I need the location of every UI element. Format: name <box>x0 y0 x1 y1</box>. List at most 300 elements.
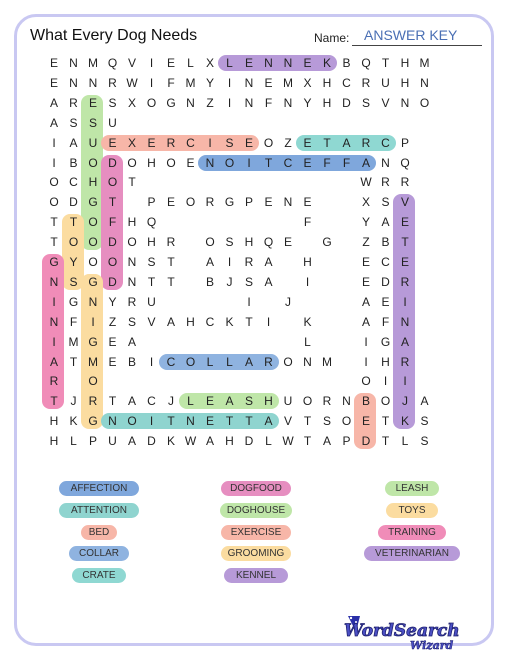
grid-letter: L <box>226 56 233 70</box>
grid-letter: G <box>68 294 79 309</box>
word-bank-training: TRAINING <box>378 525 446 540</box>
grid-letter: I <box>149 414 154 429</box>
grid-letter: I <box>364 354 368 369</box>
grid-letter: E <box>108 334 117 349</box>
grid-letter: S <box>69 115 78 130</box>
word-bank-doghouse: DOGHOUSE <box>220 503 292 518</box>
grid-letter: M <box>322 354 332 369</box>
logo-text: WordSearch <box>344 621 460 641</box>
grid-letter: T <box>167 255 175 269</box>
grid-letter: T <box>245 414 253 429</box>
grid-letter: B <box>381 235 390 250</box>
grid-letter: C <box>381 135 390 150</box>
grid-letter: O <box>88 155 98 170</box>
grid-letter: I <box>149 354 154 369</box>
grid-letter: O <box>88 235 98 250</box>
grid-letter: H <box>225 434 234 449</box>
grid-letter: I <box>403 374 407 389</box>
grid-letter: T <box>167 414 175 429</box>
grid-letter: H <box>381 354 390 369</box>
grid-letter: B <box>342 56 351 70</box>
grid-letter: H <box>322 75 332 90</box>
grid-letter: D <box>244 434 254 449</box>
grid-letter: I <box>227 75 232 90</box>
grid-letter: A <box>342 135 351 150</box>
grid-letter: E <box>303 56 312 70</box>
grid-letter: I <box>266 314 271 329</box>
word-bank-affection: AFFECTION <box>59 481 139 496</box>
grid-letter: A <box>264 274 273 289</box>
grid-letter: I <box>149 75 154 90</box>
grid-letter: C <box>205 314 215 329</box>
grid-letter: X <box>361 195 370 210</box>
grid-letter: N <box>283 95 293 110</box>
grid-letter: I <box>403 294 407 309</box>
grid-letter: M <box>185 75 196 90</box>
grid-letter: S <box>127 314 136 329</box>
grid-letter: U <box>283 394 293 409</box>
word-bank-grooming: GROOMING <box>221 546 291 561</box>
grid-letter: E <box>49 75 58 90</box>
grid-letter: N <box>244 75 254 90</box>
grid-letter: R <box>322 394 332 409</box>
grid-letter: G <box>88 334 98 349</box>
grid-letter: R <box>166 135 176 150</box>
grid-letter: I <box>247 294 251 309</box>
grid-letter: U <box>381 75 390 90</box>
grid-letter: B <box>127 354 136 369</box>
grid-letter: F <box>303 215 312 230</box>
grid-letter: O <box>380 394 391 409</box>
grid-letter: R <box>205 195 215 210</box>
grid-letter: E <box>186 155 195 170</box>
word-bank-collar: COLLAR <box>69 546 129 561</box>
grid-letter: H <box>147 235 156 250</box>
grid-letter: O <box>49 195 59 210</box>
grid-letter: S <box>225 135 234 150</box>
grid-letter: M <box>68 334 79 349</box>
grid-letter: J <box>168 394 174 409</box>
grid-letter: O <box>341 414 352 429</box>
grid-letter: H <box>88 175 98 190</box>
grid-letter: O <box>88 374 98 389</box>
grid-letter: N <box>88 294 98 309</box>
grid-letter: R <box>264 354 273 369</box>
grid-letter: G <box>380 334 391 349</box>
grid-letter: G <box>88 195 98 210</box>
grid-letter: E <box>244 135 253 150</box>
grid-letter: E <box>303 195 312 210</box>
grid-letter: Y <box>108 294 117 309</box>
grid-letter: R <box>400 175 410 190</box>
grid-letter: N <box>49 274 59 289</box>
grid-letter: Y <box>303 95 312 110</box>
grid-letter: U <box>88 135 98 150</box>
grid-letter: A <box>361 294 370 309</box>
grid-letter: Y <box>205 75 214 90</box>
grid-letter: I <box>52 135 56 150</box>
grid-letter: C <box>342 75 351 90</box>
grid-letter: P <box>400 135 409 150</box>
grid-letter: E <box>361 274 370 289</box>
grid-letter: E <box>381 294 390 309</box>
grid-letter: P <box>147 195 156 210</box>
grid-letter: O <box>283 354 293 369</box>
grid-letter: D <box>342 95 351 110</box>
grid-letter: M <box>88 354 98 369</box>
grid-letter: Z <box>362 235 370 250</box>
grid-letter: I <box>52 334 56 349</box>
grid-letter: G <box>49 255 59 269</box>
logo-subtext: Wizard <box>410 639 454 652</box>
grid-letter: A <box>205 255 214 269</box>
grid-letter: E <box>205 414 214 429</box>
grid-letter: E <box>205 394 214 409</box>
grid-letter: V <box>147 314 156 329</box>
grid-letter: E <box>108 135 117 150</box>
grid-letter: C <box>283 155 293 170</box>
grid-letter: H <box>147 155 156 170</box>
grid-letter: O <box>185 354 196 369</box>
grid-letter: A <box>264 414 273 429</box>
grid-letter: T <box>147 274 156 289</box>
grid-letter: O <box>302 394 313 409</box>
grid-letter: N <box>283 195 293 210</box>
grid-letter: N <box>127 255 137 269</box>
grid-letter: S <box>420 414 429 429</box>
grid-letter: I <box>227 255 232 269</box>
grid-letter: A <box>127 394 136 409</box>
grid-letter: T <box>245 314 253 329</box>
grid-letter: O <box>127 414 137 429</box>
grid-letter: N <box>108 414 117 429</box>
grid-letter: F <box>323 155 331 170</box>
grid-letter: M <box>88 56 98 70</box>
grid-letter: J <box>70 394 77 409</box>
grid-letter: Z <box>206 95 214 110</box>
grid-letter: E <box>166 56 175 70</box>
grid-letter: H <box>244 235 254 250</box>
grid-letter: N <box>69 56 78 70</box>
grid-letter: H <box>127 215 137 230</box>
grid-letter: F <box>167 75 175 90</box>
grid-letter: J <box>226 274 233 289</box>
grid-letter: L <box>187 56 194 70</box>
grid-letter: H <box>303 255 312 269</box>
grid-letter: P <box>244 195 253 210</box>
grid-letter: S <box>147 255 156 269</box>
grid-letter: T <box>381 56 390 70</box>
grid-letter: N <box>244 95 254 110</box>
grid-letter: D <box>108 274 117 289</box>
grid-letter: D <box>108 235 117 250</box>
name-field[interactable]: ANSWER KEY <box>352 27 482 46</box>
grid-letter: S <box>322 414 331 429</box>
grid-letter: O <box>185 195 196 210</box>
grid-letter: T <box>128 175 136 190</box>
grid-letter: X <box>127 95 136 110</box>
word-bank-bed: BED <box>81 525 117 540</box>
grid-letter: F <box>108 215 117 230</box>
word-bank-exercise: EXERCISE <box>221 525 291 540</box>
grid-letter: F <box>264 95 273 110</box>
grid-letter: G <box>166 95 176 110</box>
grid-letter: R <box>400 354 410 369</box>
grid-letter: O <box>68 235 79 250</box>
grid-letter: E <box>303 155 312 170</box>
grid-letter: D <box>69 195 78 210</box>
grid-letter: I <box>305 274 310 289</box>
grid-letter: T <box>108 195 117 210</box>
word-bank-dogfood: DOGFOOD <box>221 481 291 496</box>
grid-letter: V <box>400 195 409 210</box>
grid-letter: K <box>166 434 175 449</box>
grid-letter: T <box>50 215 58 230</box>
grid-letter: V <box>127 56 136 70</box>
grid-letter: B <box>361 394 370 409</box>
grid-letter: O <box>88 255 98 269</box>
grid-letter: N <box>205 155 215 170</box>
grid-letter: H <box>264 394 273 409</box>
grid-letter: Y <box>361 215 370 230</box>
grid-letter: E <box>400 255 409 269</box>
grid-letter: U <box>108 115 117 130</box>
grid-letter: S <box>420 434 429 449</box>
grid-letter: K <box>400 414 409 429</box>
grid-letter: E <box>264 75 273 90</box>
grid-letter: W <box>126 75 138 90</box>
grid-letter: M <box>419 56 430 70</box>
grid-letter: X <box>127 135 136 150</box>
word-bank-crate: CRATE <box>72 568 126 583</box>
grid-letter: N <box>127 274 137 289</box>
grid-letter: N <box>88 75 98 90</box>
grid-letter: V <box>283 414 292 429</box>
grid-letter: Q <box>107 56 118 70</box>
grid-letter: R <box>244 255 254 269</box>
grid-letter: Q <box>263 235 274 250</box>
grid-letter: N <box>186 95 195 110</box>
word-bank-leash: LEASH <box>385 481 439 496</box>
word-bank-attention: ATTENTION <box>59 503 139 518</box>
grid-letter: A <box>420 394 429 409</box>
grid-letter: R <box>127 294 137 309</box>
grid-letter: T <box>108 394 117 409</box>
grid-letter: W <box>360 175 372 190</box>
grid-letter: F <box>69 314 78 329</box>
grid-letter: S <box>225 235 234 250</box>
grid-letter: O <box>49 175 59 190</box>
grid-letter: R <box>49 374 59 389</box>
grid-letter: H <box>49 434 59 449</box>
grid-letter: N <box>49 314 59 329</box>
grid-letter: S <box>108 95 117 110</box>
grid-letter: S <box>88 115 97 130</box>
grid-letter: I <box>91 314 95 329</box>
grid-letter: O <box>146 95 157 110</box>
grid-letter: T <box>50 394 58 409</box>
grid-letter: S <box>244 274 253 289</box>
grid-letter: R <box>108 75 117 90</box>
grid-letter: N <box>303 354 312 369</box>
grid-letter: T <box>167 274 175 289</box>
grid-letter: L <box>304 334 311 349</box>
grid-letter: E <box>88 95 97 110</box>
grid-letter: B <box>205 274 214 289</box>
grid-letter: R <box>166 235 176 250</box>
grid-letter: W <box>184 434 197 449</box>
grid-letter: E <box>147 135 156 150</box>
grid-letter: A <box>400 334 409 349</box>
wordsearch-wizard-logo <box>330 612 470 652</box>
grid-letter: N <box>283 56 293 70</box>
grid-letter: A <box>381 215 390 230</box>
grid-letter: A <box>361 155 370 170</box>
grid-letter: P <box>88 434 97 449</box>
grid-letter: I <box>227 95 232 110</box>
grid-letter: L <box>401 434 409 449</box>
grid-letter: M <box>283 75 293 90</box>
grid-letter: A <box>225 394 234 409</box>
grid-letter: R <box>69 95 78 110</box>
grid-letter: U <box>147 294 156 309</box>
word-bank-veterinarian: VETERINARIAN <box>364 546 460 561</box>
grid-letter: J <box>402 394 408 409</box>
grid-letter: A <box>127 334 136 349</box>
grid-letter: I <box>208 135 212 150</box>
grid-letter: A <box>244 354 253 369</box>
grid-letter: J <box>285 294 291 309</box>
grid-letter: H <box>322 95 332 110</box>
grid-letter: C <box>186 135 195 150</box>
grid-letter: O <box>88 215 98 230</box>
grid-letter: A <box>49 95 58 110</box>
grid-letter: O <box>127 155 137 170</box>
grid-letter: F <box>342 155 351 170</box>
grid-letter: F <box>381 314 390 329</box>
grid-letter: Q <box>146 215 157 230</box>
grid-letter: O <box>205 235 215 250</box>
grid-letter: Z <box>284 135 292 150</box>
grid-letter: L <box>226 354 233 369</box>
grid-letter: K <box>303 314 312 329</box>
grid-letter: C <box>166 354 176 369</box>
grid-letter: A <box>322 434 331 449</box>
grid-letter: N <box>342 394 351 409</box>
grid-letter: I <box>149 56 154 70</box>
grid-letter: N <box>381 155 390 170</box>
grid-letter: U <box>108 434 117 449</box>
grid-letter: E <box>303 135 312 150</box>
grid-letter: E <box>108 354 117 369</box>
grid-letter: W <box>282 434 294 449</box>
grid-letter: G <box>88 414 98 429</box>
grid-letter: G <box>224 195 235 210</box>
grid-letter: N <box>400 314 410 329</box>
grid-letter: L <box>265 434 272 449</box>
grid-letter: Q <box>400 155 410 170</box>
grid-letter: R <box>361 135 371 150</box>
grid-letter: L <box>70 434 77 449</box>
word-bank-toys: TOYS <box>386 503 438 518</box>
grid-letter: A <box>361 314 370 329</box>
grid-letter: N <box>69 75 78 90</box>
grid-letter: N <box>400 95 410 110</box>
grid-letter: Y <box>69 255 78 269</box>
grid-letter: E <box>400 215 409 230</box>
grid-letter: X <box>303 75 312 90</box>
grid-letter: L <box>187 394 194 409</box>
grid-letter: P <box>342 434 351 449</box>
grid-letter: K <box>225 314 234 329</box>
grid-letter: S <box>244 394 253 409</box>
page-title: What Every Dog Needs <box>30 27 198 44</box>
grid-letter: I <box>247 155 251 170</box>
grid-letter: O <box>224 155 235 170</box>
grid-letter: E <box>283 235 292 250</box>
grid-letter: G <box>322 235 332 250</box>
grid-letter: D <box>108 155 117 170</box>
grid-letter: R <box>361 75 371 90</box>
grid-letter: A <box>166 314 175 329</box>
grid-letter: D <box>147 434 156 449</box>
grid-letter: X <box>205 56 214 70</box>
grid-letter: H <box>49 414 59 429</box>
grid-letter: I <box>383 374 388 389</box>
grid-letter: A <box>205 434 214 449</box>
grid-letter: T <box>401 235 409 250</box>
grid-letter: T <box>303 434 312 449</box>
grid-letter: Z <box>108 314 117 329</box>
grid-letter: C <box>147 394 156 409</box>
grid-letter: R <box>381 175 390 190</box>
grid-letter: A <box>49 354 58 369</box>
grid-letter: T <box>264 155 273 170</box>
grid-letter: T <box>69 354 78 369</box>
grid-letter: D <box>381 274 390 289</box>
grid-letter: E <box>361 255 370 269</box>
name-label: Name: <box>314 31 350 45</box>
grid-letter: O <box>419 95 430 110</box>
grid-letter: T <box>381 434 390 449</box>
grid-letter: G <box>88 274 98 289</box>
grid-letter: O <box>361 374 371 389</box>
grid-letter: O <box>127 235 137 250</box>
grid-letter: E <box>49 56 58 70</box>
grid-letter: Q <box>361 56 371 70</box>
grid-letter: I <box>52 155 56 170</box>
grid-letter: I <box>364 334 368 349</box>
grid-letter: R <box>400 274 410 289</box>
grid-letter: N <box>186 414 195 429</box>
grid-letter: T <box>303 414 312 429</box>
grid-letter: E <box>361 414 370 429</box>
grid-letter: A <box>264 255 273 269</box>
grid-letter: L <box>206 354 214 369</box>
grid-letter: K <box>322 56 331 70</box>
grid-letter: N <box>264 56 273 70</box>
grid-letter: N <box>420 75 429 90</box>
grid-letter: O <box>107 175 118 190</box>
grid-letter: O <box>166 155 176 170</box>
grid-letter: T <box>225 414 234 429</box>
grid-letter: T <box>69 215 78 230</box>
grid-letter: A <box>127 434 136 449</box>
grid-letter: A <box>49 115 58 130</box>
grid-letter: O <box>263 135 274 150</box>
grid-letter: I <box>52 294 56 309</box>
grid-letter: T <box>50 235 58 250</box>
